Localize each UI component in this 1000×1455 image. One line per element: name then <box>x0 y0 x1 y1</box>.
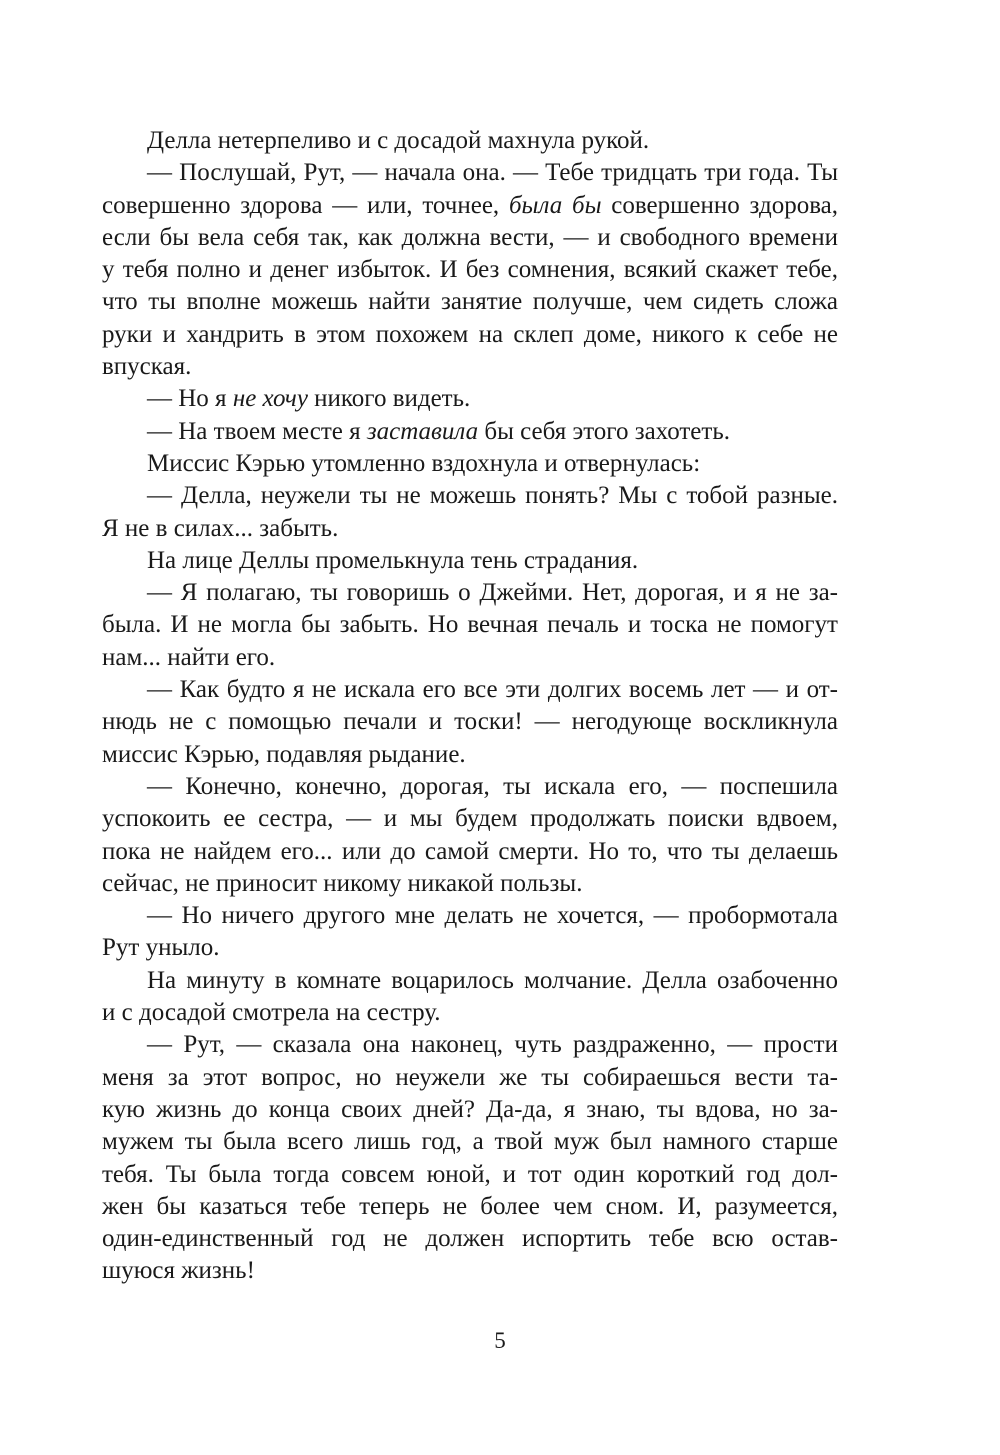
text-line: На лице Деллы промелькнула тень страдания. <box>147 546 639 574</box>
text-segment: совершенно здорова, <box>601 191 839 219</box>
text-line: что ты вполне можешь найти занятие получше, чем сидеть сложа <box>102 288 838 316</box>
text-segment: никого видеть. <box>307 385 471 413</box>
text-line: нам... найти его. <box>102 643 276 671</box>
text-line: — Делла, неужели ты не можешь понять? Мы с тобой разные. <box>147 482 838 510</box>
text-line: впуская. <box>102 353 192 381</box>
text-line <box>102 190 838 222</box>
text-line: Рут уныло. <box>102 934 220 962</box>
text-line <box>102 383 838 415</box>
text-line: сейчас, не приносит никому никакой пользы. <box>102 869 583 897</box>
text-segment: совершенно здорова — или, точнее, <box>102 191 509 219</box>
text-line <box>102 416 838 448</box>
text-line: и с досадой смотрела на сестру. <box>102 999 441 1027</box>
text-line: — Как будто я не искала его все эти долгих восемь лет — и от- <box>147 676 838 704</box>
text-line: Миссис Кэрью утомленно вздохнула и отвернулась: <box>147 449 701 477</box>
text-line: Я не в силах... забыть. <box>102 514 339 542</box>
text-line: жен бы казаться тебе теперь не более чем сном. И, разумеется, <box>102 1192 838 1220</box>
text-line: руки и хандрить в этом похожем на склеп доме, никого к себе не <box>102 320 838 348</box>
text-line: — Послушай, Рут, — начала она. — Тебе тридцать три года. Ты <box>147 159 838 187</box>
text-line: — Конечно, конечно, дорогая, ты искала его, — поспешила <box>147 772 838 800</box>
text-line: нюдь не с помощью печали и тоски! — негодующе воскликнула <box>102 708 838 736</box>
text-line: если бы вела себя так, как должна вести, — и свободного времени <box>102 223 838 251</box>
text-segment: — На твоем месте я <box>147 417 367 445</box>
text-line: успокоить ее сестра, — и мы будем продолжать поиски вдвоем, <box>102 805 838 833</box>
text-line: тебя. Ты была тогда совсем юной, и тот один короткий год дол- <box>102 1160 838 1188</box>
text-line: была. И не могла бы забыть. Но вечная печаль и тоска не помогут <box>102 611 838 639</box>
text-line: На минуту в комнате воцарилось молчание. Делла озабоченно <box>147 966 838 994</box>
text-line: меня за этот вопрос, но неужели же ты собираешься вести та- <box>102 1063 838 1091</box>
text-line: шуюся жизнь! <box>102 1257 255 1285</box>
text-line: — Но ничего другого мне делать не хочется, — пробормотала <box>147 902 838 930</box>
text-line: один-единственный год не должен испортить тебе всю остав- <box>102 1225 838 1253</box>
italic-emphasis: не хочу <box>232 385 308 413</box>
text-line: миссис Кэрью, подавляя рыдание. <box>102 740 466 768</box>
text-line: — Рут, — сказала она наконец, чуть раздраженно, — прости <box>147 1031 838 1059</box>
italic-emphasis: заставила <box>366 417 479 445</box>
page-number: 5 <box>494 1328 506 1353</box>
text-segment: — Но я <box>147 385 233 413</box>
text-line: кую жизнь до конца своих дней? Да-да, я знаю, ты вдова, но за- <box>102 1095 838 1123</box>
text-line: у тебя полно и денег избыток. И без сомнения, всякий скажет тебе, <box>102 256 838 284</box>
text-line: пока не найдем его... или до самой смерти. Но то, что ты делаешь <box>102 837 838 865</box>
italic-emphasis: была бы <box>508 191 602 219</box>
text-line: — Я полагаю, ты говоришь о Джейми. Нет, дорогая, и я не за- <box>147 579 838 607</box>
text-line: мужем ты была всего лишь год, а твой муж был намного старше <box>102 1128 838 1156</box>
text-segment: бы себя этого захотеть. <box>478 417 730 445</box>
body-text <box>102 125 838 1288</box>
text-line: Делла нетерпеливо и с досадой махнула рукой. <box>147 127 650 154</box>
